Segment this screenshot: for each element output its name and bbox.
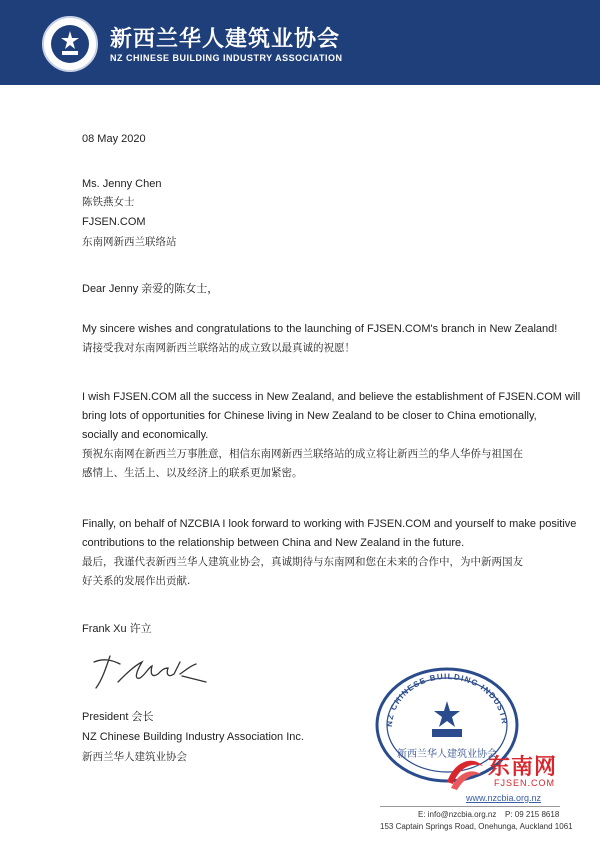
- paragraph-congratulations: [82, 320, 558, 358]
- handwritten-signature: [90, 652, 210, 697]
- footer-divider: [380, 806, 560, 807]
- paragraph-line: My sincere wishes and congratulations to the launching of FJSEN.COM's branch in New Zealand!: [82, 323, 558, 335]
- svg-text:NZ CHINESE BUILDING INDUSTRY A: NZ CHINESE BUILDING INDUSTR: [384, 671, 510, 728]
- recipient-name-cn: 陈铁燕女士: [82, 196, 135, 208]
- fjsen-brand-cn: 东南网: [488, 755, 558, 780]
- fjsen-logo-icon: [441, 752, 487, 797]
- letterhead-banner: [0, 0, 600, 85]
- paragraph-wishes: [82, 388, 581, 483]
- sender-title: President 会长: [82, 711, 154, 723]
- paragraph-line: contributions to the relationship between China and New Zealand in the future.: [82, 537, 465, 549]
- paragraph-line-cn: 请接受我对东南网新西兰联络站的成立致以最真诚的祝愿！: [82, 342, 355, 354]
- logo-emblem-icon: [51, 25, 89, 63]
- salutation: Dear Jenny 亲爱的陈女士，: [82, 283, 219, 295]
- paragraph-line: Finally, on behalf of NZCBIA I look forward to working with FJSEN.COM and yourself to make positive: [82, 518, 577, 530]
- paragraph-line-cn: 感情上、生活上、以及经济上的联系更加紧密。: [82, 467, 303, 479]
- website-link[interactable]: www.nzcbia.org.nz: [466, 793, 542, 803]
- footer-email: E: info@nzcbia.org.nz: [418, 810, 497, 819]
- recipient-company: FJSEN.COM: [82, 216, 146, 228]
- paragraph-line: socially and economically.: [82, 429, 209, 441]
- paragraph-line-cn: 预祝东南网在新西兰万事胜意，相信东南网新西兰联络站的成立将让新西兰的华人华侨与祖国在: [82, 448, 523, 460]
- association-logo: [42, 16, 98, 72]
- svg-text:新西兰华人建筑业协会: 新西兰华人建筑业协会: [397, 749, 497, 760]
- org-name-chinese: 新西兰华人建筑业协会: [110, 27, 341, 52]
- paragraph-line-cn: 好关系的发展作出贡献.: [82, 575, 191, 587]
- sender-name: Frank Xu 许立: [82, 623, 152, 635]
- fjsen-brand-en: FJSEN.COM: [494, 778, 556, 788]
- sender-organization-cn: 新西兰华人建筑业协会: [82, 751, 187, 763]
- letter-date: 08 May 2020: [82, 133, 146, 145]
- paragraph-closing: [82, 515, 577, 591]
- footer-address: 153 Captain Springs Road, Onehunga, Auckland 1061: [380, 822, 573, 831]
- org-name-english: NZ CHINESE BUILDING INDUSTRY ASSOCIATION: [110, 53, 343, 63]
- paragraph-line: bring lots of opportunities for Chinese living in New Zealand to be closer to China emotionally,: [82, 410, 537, 422]
- footer-phone: P: 09 215 8618: [505, 810, 560, 819]
- sender-organization: NZ Chinese Building Industry Association Inc.: [82, 731, 304, 743]
- recipient-station: 东南网新西兰联络站: [82, 236, 177, 248]
- paragraph-line-cn: 最后，我谨代表新西兰华人建筑业协会，真诚期待与东南网和您在未来的合作中，为中新两国友: [82, 556, 523, 568]
- paragraph-line: I wish FJSEN.COM all the success in New Zealand, and believe the establishment of FJSEN.COM will: [82, 391, 581, 403]
- recipient-name: Ms. Jenny Chen: [82, 178, 162, 190]
